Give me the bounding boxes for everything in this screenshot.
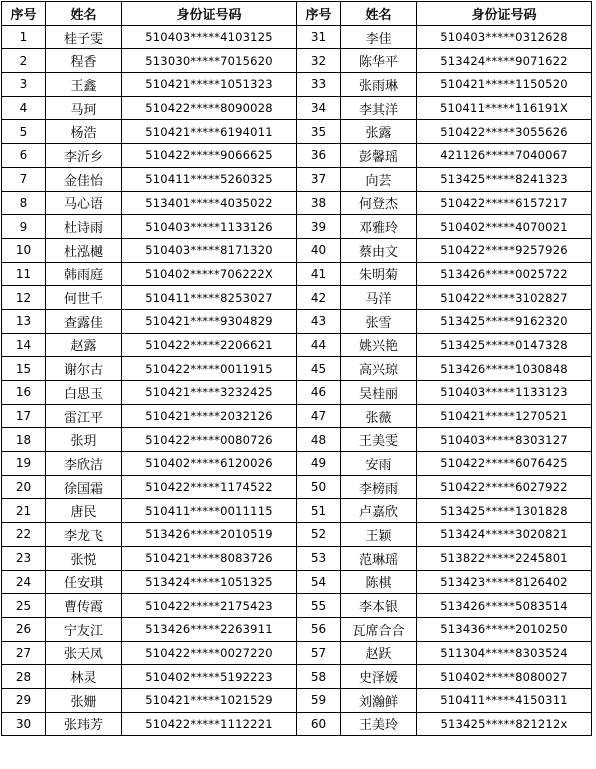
id-number-cell: 513030*****7015620 <box>122 49 297 73</box>
seq-cell: 53 <box>297 546 341 570</box>
seq-cell: 21 <box>2 499 46 523</box>
name-cell: 范琳瑶 <box>341 546 417 570</box>
name-cell: 韩雨庭 <box>46 262 122 286</box>
id-number-cell: 421126*****7040067 <box>417 144 592 168</box>
name-cell: 李佳 <box>341 25 417 49</box>
seq-cell: 6 <box>2 144 46 168</box>
id-number-cell: 510403*****0312628 <box>417 25 592 49</box>
id-number-cell: 513426*****1030848 <box>417 357 592 381</box>
seq-cell: 30 <box>2 712 46 736</box>
table-row <box>2 404 592 428</box>
id-number-cell: 510422*****6157217 <box>417 191 592 215</box>
seq-cell: 14 <box>2 333 46 357</box>
name-cell: 任安琪 <box>46 570 122 594</box>
seq-cell: 51 <box>297 499 341 523</box>
name-cell: 张薇 <box>341 404 417 428</box>
id-number-cell: 513423*****8126402 <box>417 570 592 594</box>
id-number-cell: 513436*****2010250 <box>417 617 592 641</box>
roster-table <box>1 1 592 736</box>
name-cell: 赵跃 <box>341 641 417 665</box>
seq-cell: 2 <box>2 49 46 73</box>
name-cell: 瓦席合合 <box>341 617 417 641</box>
id-number-cell: 510422*****1174522 <box>122 475 297 499</box>
name-cell: 向芸 <box>341 167 417 191</box>
name-cell: 白思玉 <box>46 381 122 405</box>
seq-cell: 43 <box>297 309 341 333</box>
name-cell: 谢尔古 <box>46 357 122 381</box>
table-row <box>2 286 592 310</box>
name-cell: 张雨琳 <box>341 73 417 97</box>
name-cell: 李榜雨 <box>341 475 417 499</box>
seq-cell: 19 <box>2 452 46 476</box>
id-number-cell: 510411*****0011115 <box>122 499 297 523</box>
id-number-cell: 513426*****2263911 <box>122 617 297 641</box>
seq-cell: 54 <box>297 570 341 594</box>
name-cell: 林灵 <box>46 665 122 689</box>
name-cell: 蔡由文 <box>341 238 417 262</box>
table-row <box>2 617 592 641</box>
id-number-cell: 510421*****6194011 <box>122 120 297 144</box>
name-cell: 张玥 <box>46 428 122 452</box>
id-number-cell: 510411*****116191X <box>417 96 592 120</box>
id-number-cell: 513425*****1301828 <box>417 499 592 523</box>
table-row <box>2 167 592 191</box>
seq-cell: 22 <box>2 523 46 547</box>
id-number-cell: 510421*****3232425 <box>122 381 297 405</box>
id-number-cell: 510422*****0080726 <box>122 428 297 452</box>
seq-cell: 3 <box>2 73 46 97</box>
table-row <box>2 73 592 97</box>
name-cell: 陈华平 <box>341 49 417 73</box>
id-number-cell: 510422*****9066625 <box>122 144 297 168</box>
header-seq-left: 序号 <box>2 2 46 26</box>
seq-cell: 26 <box>2 617 46 641</box>
id-number-cell: 510422*****6076425 <box>417 452 592 476</box>
name-cell: 张悦 <box>46 546 122 570</box>
seq-cell: 8 <box>2 191 46 215</box>
id-number-cell: 513426*****2010519 <box>122 523 297 547</box>
seq-cell: 46 <box>297 381 341 405</box>
table-row <box>2 333 592 357</box>
id-number-cell: 513425*****8241323 <box>417 167 592 191</box>
id-number-cell: 510422*****3102827 <box>417 286 592 310</box>
name-cell: 吴桂丽 <box>341 381 417 405</box>
id-number-cell: 513424*****3020821 <box>417 523 592 547</box>
name-cell: 曹传霞 <box>46 594 122 618</box>
table-row <box>2 120 592 144</box>
seq-cell: 9 <box>2 215 46 239</box>
header-seq-right: 序号 <box>297 2 341 26</box>
name-cell: 史泽媛 <box>341 665 417 689</box>
seq-cell: 29 <box>2 688 46 712</box>
table-row <box>2 381 592 405</box>
table-row <box>2 475 592 499</box>
table-row <box>2 191 592 215</box>
id-number-cell: 511304*****8303524 <box>417 641 592 665</box>
seq-cell: 56 <box>297 617 341 641</box>
name-cell: 程香 <box>46 49 122 73</box>
id-number-cell: 510402*****6120026 <box>122 452 297 476</box>
id-number-cell: 513425*****821212x <box>417 712 592 736</box>
name-cell: 李沂乡 <box>46 144 122 168</box>
id-number-cell: 510403*****4103125 <box>122 25 297 49</box>
name-cell: 赵露 <box>46 333 122 357</box>
name-cell: 王颖 <box>341 523 417 547</box>
name-cell: 何登杰 <box>341 191 417 215</box>
name-cell: 李其洋 <box>341 96 417 120</box>
id-number-cell: 513425*****0147328 <box>417 333 592 357</box>
id-number-cell: 510422*****0011915 <box>122 357 297 381</box>
id-number-cell: 510422*****2206621 <box>122 333 297 357</box>
table-row <box>2 215 592 239</box>
id-number-cell: 510421*****1150520 <box>417 73 592 97</box>
seq-cell: 1 <box>2 25 46 49</box>
table-row <box>2 262 592 286</box>
name-cell: 陈棋 <box>341 570 417 594</box>
table-row <box>2 49 592 73</box>
seq-cell: 42 <box>297 286 341 310</box>
table-row <box>2 499 592 523</box>
id-number-cell: 513822*****2245801 <box>417 546 592 570</box>
table-row <box>2 144 592 168</box>
seq-cell: 52 <box>297 523 341 547</box>
id-number-cell: 510402*****4070021 <box>417 215 592 239</box>
table-row <box>2 641 592 665</box>
header-name-left: 姓名 <box>46 2 122 26</box>
seq-cell: 57 <box>297 641 341 665</box>
seq-cell: 44 <box>297 333 341 357</box>
name-cell: 李龙飞 <box>46 523 122 547</box>
name-cell: 王美玲 <box>341 712 417 736</box>
id-number-cell: 510422*****1112221 <box>122 712 297 736</box>
name-cell: 徐国霜 <box>46 475 122 499</box>
seq-cell: 41 <box>297 262 341 286</box>
name-cell: 查露佳 <box>46 309 122 333</box>
table-row <box>2 594 592 618</box>
seq-cell: 47 <box>297 404 341 428</box>
seq-cell: 60 <box>297 712 341 736</box>
name-cell: 卢嘉欣 <box>341 499 417 523</box>
name-cell: 张姗 <box>46 688 122 712</box>
seq-cell: 59 <box>297 688 341 712</box>
name-cell: 杨浩 <box>46 120 122 144</box>
name-cell: 王美雯 <box>341 428 417 452</box>
seq-cell: 39 <box>297 215 341 239</box>
table-row <box>2 428 592 452</box>
seq-cell: 12 <box>2 286 46 310</box>
seq-cell: 55 <box>297 594 341 618</box>
name-cell: 何世千 <box>46 286 122 310</box>
id-number-cell: 513401*****4035022 <box>122 191 297 215</box>
name-cell: 马珂 <box>46 96 122 120</box>
id-number-cell: 510422*****0027220 <box>122 641 297 665</box>
id-number-cell: 513426*****0025722 <box>417 262 592 286</box>
seq-cell: 5 <box>2 120 46 144</box>
header-id-right: 身份证号码 <box>417 2 592 26</box>
seq-cell: 35 <box>297 120 341 144</box>
id-number-cell: 510422*****3055626 <box>417 120 592 144</box>
name-cell: 张雪 <box>341 309 417 333</box>
seq-cell: 50 <box>297 475 341 499</box>
id-number-cell: 513424*****1051325 <box>122 570 297 594</box>
seq-cell: 38 <box>297 191 341 215</box>
name-cell: 马洋 <box>341 286 417 310</box>
seq-cell: 58 <box>297 665 341 689</box>
table-row <box>2 712 592 736</box>
table-row <box>2 452 592 476</box>
header-name-right: 姓名 <box>341 2 417 26</box>
seq-cell: 15 <box>2 357 46 381</box>
name-cell: 唐民 <box>46 499 122 523</box>
name-cell: 朱明菊 <box>341 262 417 286</box>
seq-cell: 33 <box>297 73 341 97</box>
seq-cell: 45 <box>297 357 341 381</box>
name-cell: 金佳怡 <box>46 167 122 191</box>
name-cell: 李本银 <box>341 594 417 618</box>
seq-cell: 13 <box>2 309 46 333</box>
name-cell: 张天凤 <box>46 641 122 665</box>
id-number-cell: 513424*****9071622 <box>417 49 592 73</box>
seq-cell: 40 <box>297 238 341 262</box>
id-number-cell: 510422*****9257926 <box>417 238 592 262</box>
name-cell: 桂子雯 <box>46 25 122 49</box>
name-cell: 杜泓樾 <box>46 238 122 262</box>
seq-cell: 7 <box>2 167 46 191</box>
name-cell: 邓雅玲 <box>341 215 417 239</box>
table-row <box>2 665 592 689</box>
id-number-cell: 510403*****1133126 <box>122 215 297 239</box>
header-id-left: 身份证号码 <box>122 2 297 26</box>
table-row <box>2 96 592 120</box>
id-number-cell: 513426*****5083514 <box>417 594 592 618</box>
name-cell: 安雨 <box>341 452 417 476</box>
id-number-cell: 510422*****2175423 <box>122 594 297 618</box>
table-row <box>2 238 592 262</box>
name-cell: 杜诗雨 <box>46 215 122 239</box>
table-row <box>2 25 592 49</box>
seq-cell: 37 <box>297 167 341 191</box>
name-cell: 彭馨瑶 <box>341 144 417 168</box>
id-number-cell: 510402*****8080027 <box>417 665 592 689</box>
seq-cell: 16 <box>2 381 46 405</box>
header-row <box>2 2 592 26</box>
seq-cell: 32 <box>297 49 341 73</box>
table-row <box>2 570 592 594</box>
id-number-cell: 510402*****5192223 <box>122 665 297 689</box>
seq-cell: 18 <box>2 428 46 452</box>
seq-cell: 48 <box>297 428 341 452</box>
id-number-cell: 510411*****8253027 <box>122 286 297 310</box>
table-row <box>2 523 592 547</box>
seq-cell: 11 <box>2 262 46 286</box>
id-number-cell: 510421*****2032126 <box>122 404 297 428</box>
id-number-cell: 510411*****4150311 <box>417 688 592 712</box>
id-number-cell: 510411*****5260325 <box>122 167 297 191</box>
table-row <box>2 688 592 712</box>
table-row <box>2 546 592 570</box>
seq-cell: 36 <box>297 144 341 168</box>
seq-cell: 24 <box>2 570 46 594</box>
id-number-cell: 510422*****6027922 <box>417 475 592 499</box>
seq-cell: 10 <box>2 238 46 262</box>
id-number-cell: 510403*****8303127 <box>417 428 592 452</box>
name-cell: 张露 <box>341 120 417 144</box>
name-cell: 张玮芳 <box>46 712 122 736</box>
seq-cell: 49 <box>297 452 341 476</box>
id-number-cell: 510422*****8090028 <box>122 96 297 120</box>
name-cell: 刘瀚鲜 <box>341 688 417 712</box>
seq-cell: 20 <box>2 475 46 499</box>
seq-cell: 28 <box>2 665 46 689</box>
id-number-cell: 510421*****9304829 <box>122 309 297 333</box>
table-row <box>2 357 592 381</box>
name-cell: 王鑫 <box>46 73 122 97</box>
name-cell: 高兴琼 <box>341 357 417 381</box>
seq-cell: 4 <box>2 96 46 120</box>
name-cell: 马心语 <box>46 191 122 215</box>
seq-cell: 34 <box>297 96 341 120</box>
seq-cell: 27 <box>2 641 46 665</box>
id-number-cell: 513425*****9162320 <box>417 309 592 333</box>
id-number-cell: 510421*****1270521 <box>417 404 592 428</box>
id-number-cell: 510421*****8083726 <box>122 546 297 570</box>
id-number-cell: 510421*****1021529 <box>122 688 297 712</box>
seq-cell: 17 <box>2 404 46 428</box>
id-number-cell: 510403*****8171320 <box>122 238 297 262</box>
name-cell: 雷江平 <box>46 404 122 428</box>
seq-cell: 31 <box>297 25 341 49</box>
name-cell: 李欣洁 <box>46 452 122 476</box>
table-row <box>2 309 592 333</box>
seq-cell: 23 <box>2 546 46 570</box>
id-number-cell: 510403*****1133123 <box>417 381 592 405</box>
id-number-cell: 510421*****1051323 <box>122 73 297 97</box>
name-cell: 姚兴艳 <box>341 333 417 357</box>
id-number-cell: 510402*****706222X <box>122 262 297 286</box>
seq-cell: 25 <box>2 594 46 618</box>
roster-body <box>2 25 592 736</box>
name-cell: 宁友江 <box>46 617 122 641</box>
